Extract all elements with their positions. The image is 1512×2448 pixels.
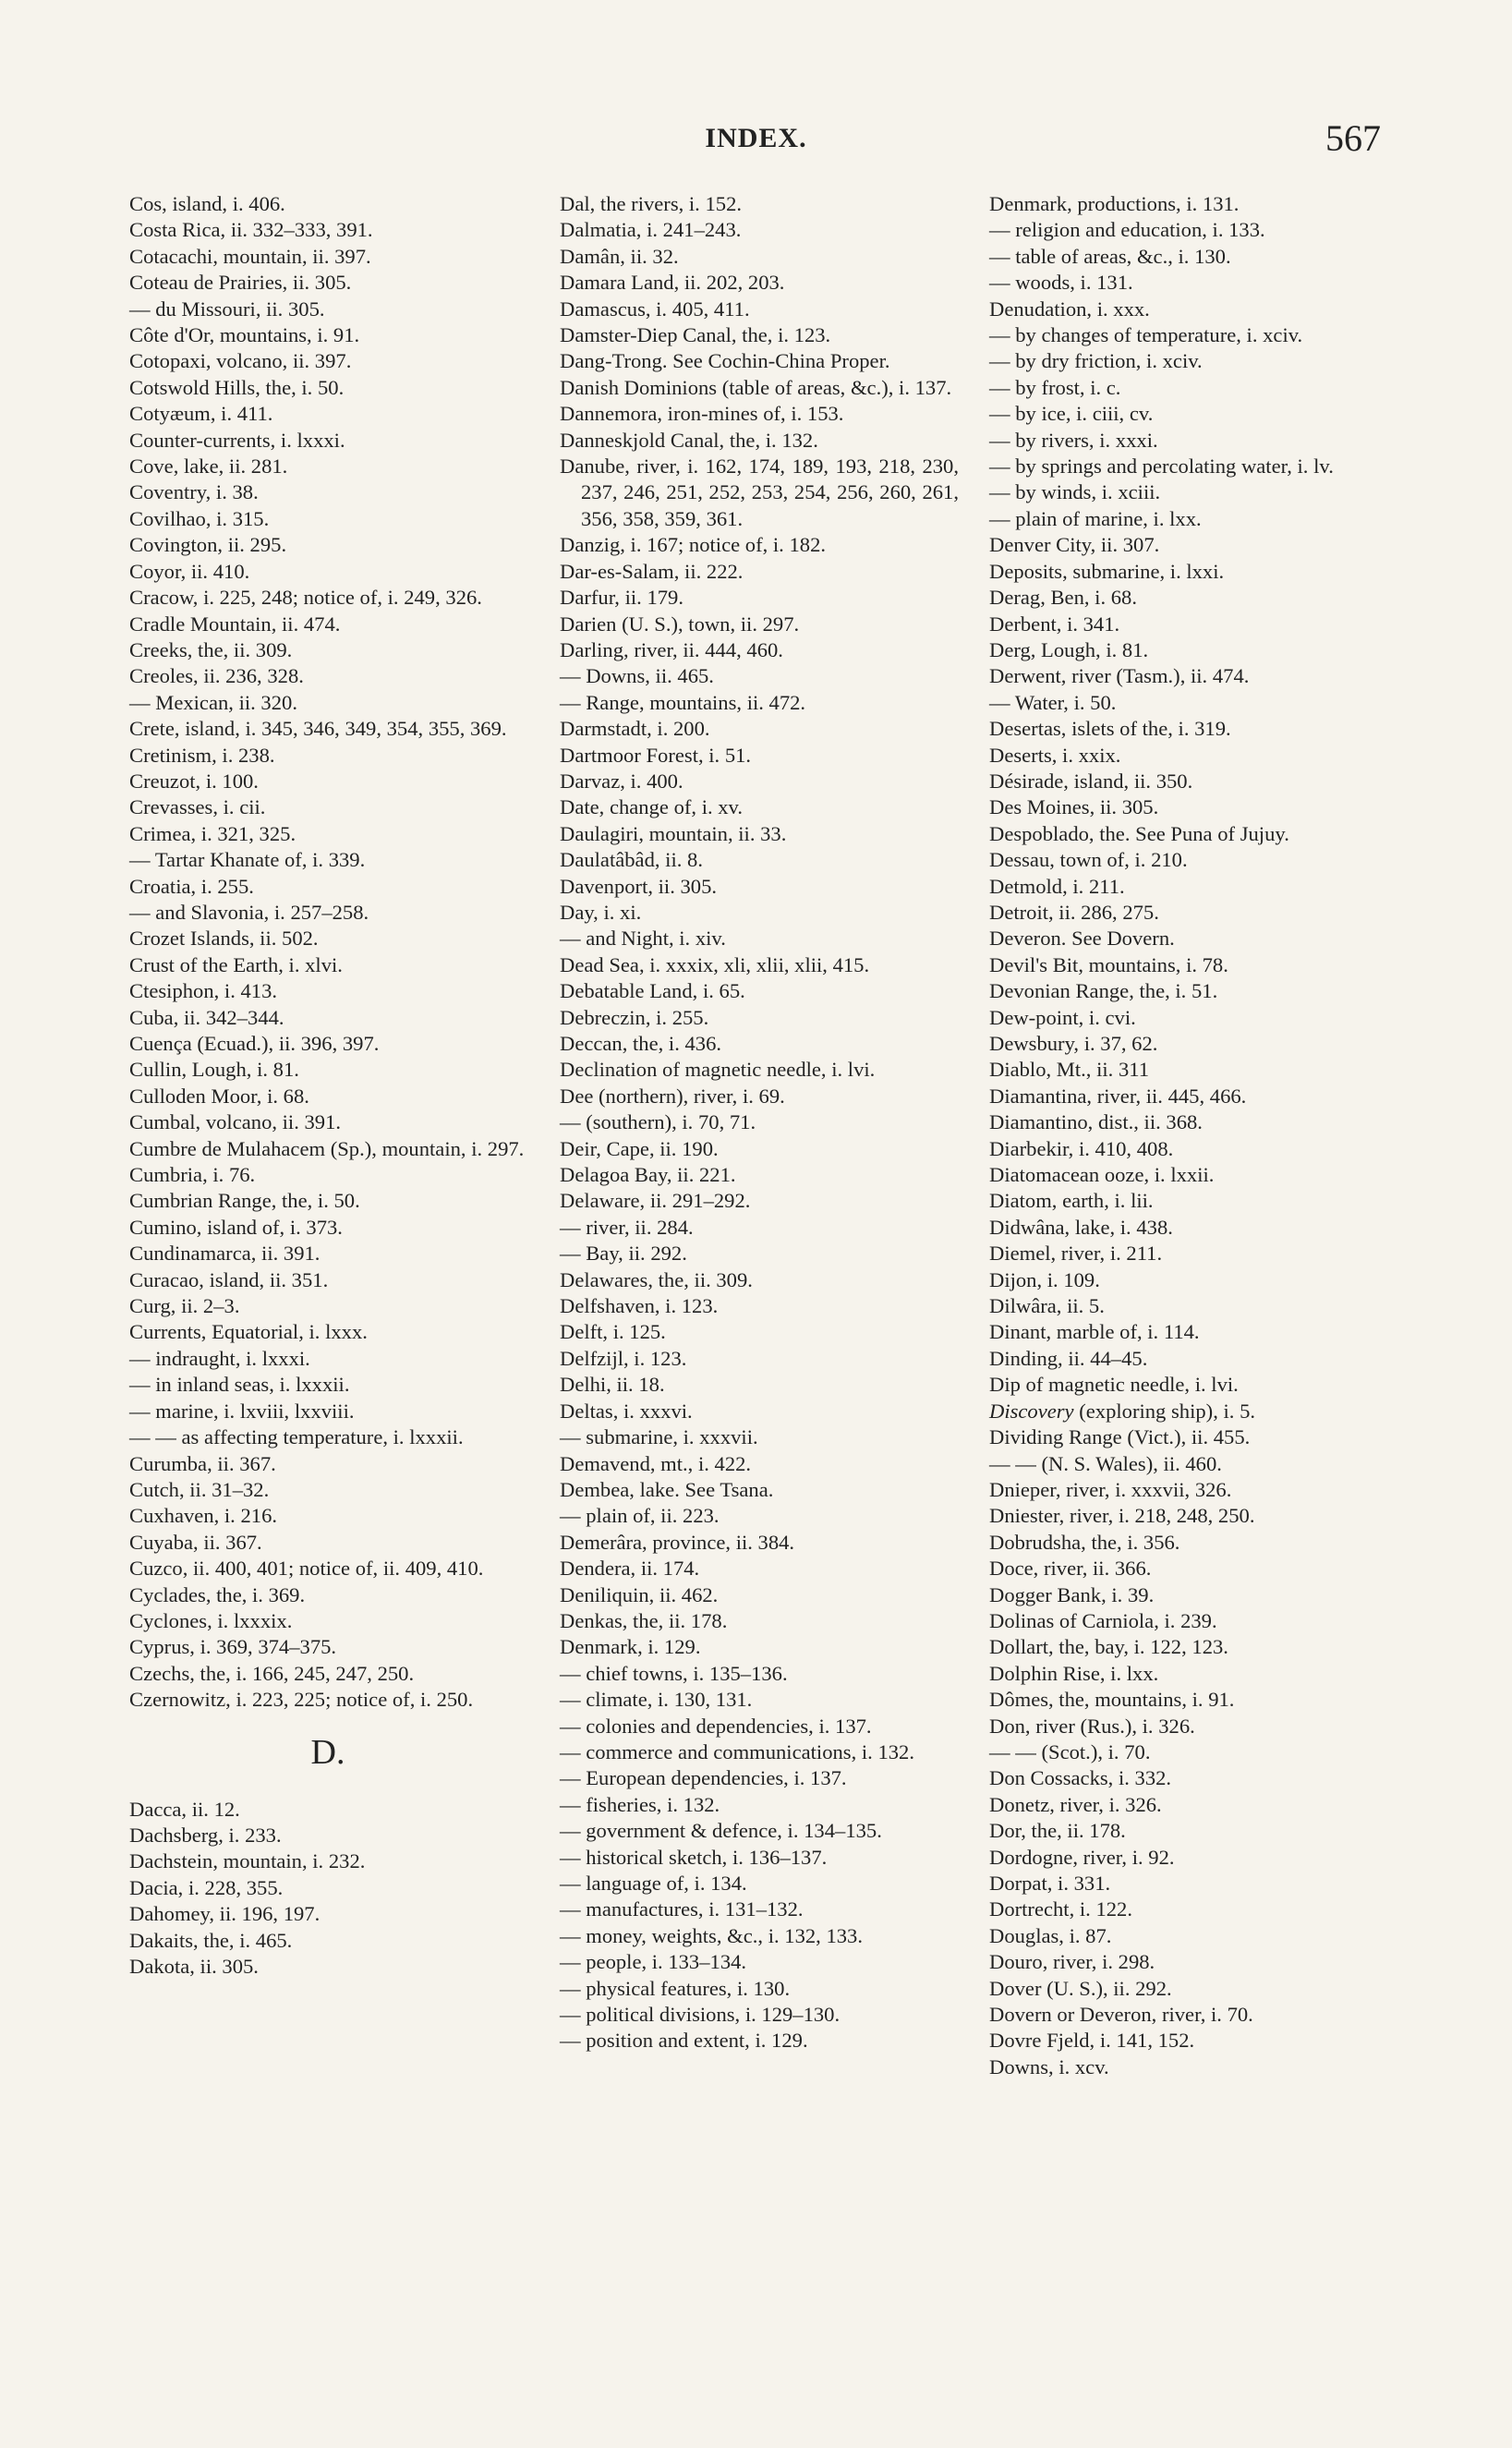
index-entry: Delawares, the, ii. 309. [560,1267,753,1291]
index-entry: — colonies and dependencies, i. 137. [560,1714,872,1738]
index-entry: Demerâra, province, ii. 384. [560,1530,795,1554]
index-entry: Diatomacean ooze, i. lxxii. [989,1163,1215,1187]
index-entry: Cotopaxi, volcano, ii. 397. [129,349,352,373]
index-entry: Dalmatia, i. 241–243. [560,218,742,242]
index-entry: Dijon, i. 109. [989,1267,1100,1291]
index-entry: Dovre Fjeld, i. 141, 152. [989,2029,1195,2053]
index-entry: — physical features, i. 130. [560,1976,791,2000]
index-entry: Demavend, mt., i. 422. [560,1451,752,1475]
index-entry: Devonian Range, the, i. 51. [989,979,1218,1003]
index-entry: — plain of marine, i. lxx. [989,506,1202,530]
index-entry: Delaware, ii. 291–292. [560,1189,751,1213]
index-entry: — religion and education, i. 133. [989,218,1265,242]
index-entry: Dovern or Deveron, river, i. 70. [989,2003,1253,2027]
index-entry: Ctesiphon, i. 413. [129,979,278,1003]
index-entry: Cradle Mountain, ii. 474. [129,612,341,636]
index-entry: Dorpat, i. 331. [989,1872,1111,1895]
index-entry: Cutch, ii. 31–32. [129,1477,270,1501]
index-entry: — — as affecting temperature, i. lxxxii. [129,1425,464,1449]
index-entry: Dachstein, mountain, i. 232. [129,1849,366,1873]
index-entry: Darling, river, ii. 444, 460. [560,637,783,661]
index-entry: Detmold, i. 211. [989,874,1125,898]
index-column-3 [989,191,1388,2080]
index-entry: — Tartar Khanate of, i. 339. [129,848,366,872]
index-entry: Diablo, Mt., ii. 311 [989,1058,1150,1082]
index-entry: Day, i. xi. [560,900,642,924]
index-entry: — woods, i. 131. [989,271,1133,295]
index-entry: — plain of, ii. 223. [560,1504,720,1528]
index-entry: Diemel, river, i. 211. [989,1242,1163,1266]
page-number: 567 [1325,117,1381,159]
index-entry: — European dependencies, i. 137. [560,1766,847,1790]
index-entry: Downs, i. xcv. [989,2054,1109,2078]
index-entry: Crust of the Earth, i. xlvi. [129,952,343,976]
index-entry: — and Slavonia, i. 257–258. [129,900,369,924]
index-entry: Covilhao, i. 315. [129,506,270,530]
index-entry: Detroit, ii. 286, 275. [989,900,1159,924]
column-2-entries [560,191,959,2054]
index-entry: Coteau de Prairies, ii. 305. [129,271,352,295]
index-entry: Curg, ii. 2–3. [129,1294,240,1318]
index-entry: Delft, i. 125. [560,1320,666,1344]
index-entry: Coventry, i. 38. [129,480,259,504]
column-1-entries-after [129,1797,526,1981]
index-entry: Dinding, ii. 44–45. [989,1346,1148,1370]
index-entry: Crozet Islands, ii. 502. [129,927,319,951]
index-entry: — chief towns, i. 135–136. [560,1661,788,1685]
index-entry: Covington, ii. 295. [129,533,287,557]
column-3-entries [989,191,1388,2080]
index-entry: Deccan, the, i. 436. [560,1032,722,1055]
index-entry: Don Cossacks, i. 332. [989,1766,1172,1790]
index-entry: Dang-Trong. See Cochin-China Proper. [560,349,890,373]
index-entry: Deir, Cape, ii. 190. [560,1136,719,1160]
index-entry: — indraught, i. lxxxi. [129,1346,310,1370]
index-entry: Culloden Moor, i. 68. [129,1084,309,1108]
index-entry: — manufactures, i. 131–132. [560,1897,804,1921]
index-entry: — by winds, i. xciii. [989,480,1161,504]
index-entry: Cotswold Hills, the, i. 50. [129,375,345,399]
index-entry: Croatia, i. 255. [129,874,254,898]
index-entry: Cullin, Lough, i. 81. [129,1058,299,1082]
index-entry: Dor, the, ii. 178. [989,1819,1126,1843]
index-entry: Curacao, island, ii. 351. [129,1267,329,1291]
index-entry: Dordogne, river, i. 92. [989,1845,1175,1869]
index-entry: — commerce and communications, i. 132. [560,1739,914,1763]
page-title: INDEX. [705,123,807,153]
index-entry: — people, i. 133–134. [560,1950,747,1974]
index-entry: Date, change of, i. xv. [560,795,744,819]
index-entry: Damascus, i. 405, 411. [560,297,750,321]
index-entry: Dogger Bank, i. 39. [989,1582,1155,1606]
index-entry: Daulagiri, mountain, ii. 33. [560,821,787,845]
index-entry: Costa Rica, ii. 332–333, 391. [129,218,373,242]
index-entry: — by springs and percolating water, i. lv. [989,454,1334,479]
index-entry: — in inland seas, i. lxxxii. [129,1373,350,1397]
index-entry: — by frost, i. c. [989,375,1121,399]
index-entry: Cyprus, i. 369, 374–375. [129,1635,337,1659]
index-entry: Davenport, ii. 305. [560,874,718,898]
index-column-1 [129,191,526,1980]
index-entry: Dollart, the, bay, i. 122, 123. [989,1635,1228,1659]
index-entry: Cumbria, i. 76. [129,1163,256,1187]
index-entry: Dilwâra, ii. 5. [989,1294,1105,1318]
index-entry: Danneskjold Canal, the, i. 132. [560,428,818,452]
index-entry: Dachsberg, i. 233. [129,1823,282,1847]
index-entry: Dartmoor Forest, i. 51. [560,743,752,767]
index-entry: Doce, river, ii. 366. [989,1557,1152,1581]
index-entry: Deserts, i. xxix. [989,743,1121,767]
index-entry: Derg, Lough, i. 81. [989,637,1149,661]
index-entry: Denkas, the, ii. 178. [560,1608,728,1632]
index-entry: Derbent, i. 341. [989,612,1120,636]
index-entry: Deveron. See Dovern. [989,927,1175,951]
index-entry: Dômes, the, mountains, i. 91. [989,1688,1235,1712]
index-entry: Derwent, river (Tasm.), ii. 474. [989,664,1250,688]
index-entry: Côte d'Or, mountains, i. 91. [129,323,360,347]
index-entry: Diarbekir, i. 410, 408. [989,1136,1174,1160]
index-entry: Denmark, i. 129. [560,1635,701,1659]
index-entry: Darvaz, i. 400. [560,769,683,793]
index-entry: — by ice, i. ciii, cv. [989,402,1154,426]
index-entry: Debreczin, i. 255. [560,1005,709,1029]
index-entry: — Bay, ii. 292. [560,1242,687,1266]
index-entry: Crevasses, i. cii. [129,795,266,819]
index-entry: Dividing Range (Vict.), ii. 455. [989,1425,1251,1449]
index-entry: Darmstadt, i. 200. [560,717,710,741]
index-entry: Dendera, ii. 174. [560,1557,700,1581]
index-entry: Daulatâbâd, ii. 8. [560,848,703,872]
index-entry: Denver City, ii. 307. [989,533,1160,557]
index-entry: — historical sketch, i. 136–137. [560,1845,828,1869]
index-entry: Dolinas of Carniola, i. 239. [989,1608,1217,1632]
index-entry: Darfur, ii. 179. [560,586,683,610]
index-entry: Czechs, the, i. 166, 245, 247, 250. [129,1661,415,1685]
index-entry: Creuzot, i. 100. [129,769,259,793]
index-entry: Cuzco, ii. 400, 401; notice of, ii. 409, 410. [129,1557,484,1581]
index-entry: — position and extent, i. 129. [560,2029,808,2053]
index-entry: Cracow, i. 225, 248; notice of, i. 249, 326. [129,586,482,610]
index-entry: Crete, island, i. 345, 346, 349, 354, 355, 369. [129,717,507,741]
index-entry: — Water, i. 50. [989,690,1117,714]
index-entry: Des Moines, ii. 305. [989,795,1159,819]
index-entry: Diamantina, river, ii. 445, 466. [989,1084,1247,1108]
index-entry: — river, ii. 284. [560,1215,694,1239]
index-entry: Dniester, river, i. 218, 248, 250. [989,1504,1255,1528]
index-entry: Dobrudsha, the, i. 356. [989,1530,1180,1554]
index-entry: Dannemora, iron-mines of, i. 153. [560,402,844,426]
index-entry: Dead Sea, i. xxxix, xli, xlii, xlii, 415. [560,952,870,976]
index-entry: — by changes of temperature, i. xciv. [989,323,1303,347]
index-entry: Damân, ii. 32. [560,244,679,268]
index-entry: — money, weights, &c., i. 132, 133. [560,1923,863,1947]
index-entry: Deniliquin, ii. 462. [560,1582,719,1606]
index-entry: — — (N. S. Wales), ii. 460. [989,1451,1222,1475]
index-entry: Cuxhaven, i. 216. [129,1504,278,1528]
index-entry: Diamantino, dist., ii. 368. [989,1110,1203,1134]
index-entry: Dortrecht, i. 122. [989,1897,1132,1921]
index-entry: Dnieper, river, i. xxxvii, 326. [989,1477,1232,1501]
index-entry: — submarine, i. xxxvii. [560,1425,758,1449]
index-entry: Dembea, lake. See Tsana. [560,1477,774,1501]
index-entry: Deposits, submarine, i. lxxi. [989,559,1225,583]
index-entry: Coyor, ii. 410. [129,559,250,583]
index-entry: Cyclones, i. lxxxix. [129,1608,293,1632]
index-entry: Dolphin Rise, i. lxx. [989,1661,1159,1685]
index-entry: Delfzijl, i. 123. [560,1346,687,1370]
index-entry: — table of areas, &c., i. 130. [989,244,1231,268]
section-letter-d: D. [310,1732,345,1772]
index-entry: Curumba, ii. 367. [129,1451,276,1475]
index-entry: Danube, river, i. 162, 174, 189, 193, 218, 230, 237, 246, 251, 252, 253, 254, 256, 260, 261, 356, 358, 359, 361. [560,454,959,530]
index-entry: Dacia, i. 228, 355. [129,1875,284,1899]
index-entry: Dee (northern), river, i. 69. [560,1084,785,1108]
index-entry: Dew-point, i. cvi. [989,1005,1136,1029]
index-entry: Damster-Diep Canal, the, i. 123. [560,323,831,347]
index-entry: — — (Scot.), i. 70. [989,1739,1151,1763]
index-entry: — by rivers, i. xxxi. [989,428,1158,452]
index-entry: — language of, i. 134. [560,1872,747,1895]
index-entry: Crimea, i. 321, 325. [129,821,296,845]
index-entry: Cotyæum, i. 411. [129,402,273,426]
index-entry: Delagoa Bay, ii. 221. [560,1163,736,1187]
index-entry: Creoles, ii. 236, 328. [129,664,304,688]
index-entry: — and Night, i. xiv. [560,927,726,951]
index-entry: Dakota, ii. 305. [129,1955,259,1978]
index-entry: Currents, Equatorial, i. lxxx. [129,1320,368,1344]
index-entry: Cuba, ii. 342–344. [129,1005,284,1029]
index-entry: Dinant, marble of, i. 114. [989,1320,1200,1344]
index-entry: Donetz, river, i. 326. [989,1792,1162,1816]
index-entry: Cumino, island of, i. 373. [129,1215,343,1239]
index-entry: Cundinamarca, ii. 391. [129,1242,321,1266]
index-entry: Cotacachi, mountain, ii. 397. [129,244,371,268]
index-entry: Declination of magnetic needle, i. lvi. [560,1058,876,1082]
index-entry: Danzig, i. 167; notice of, i. 182. [560,533,827,557]
index-entry: Dip of magnetic needle, i. lvi. [989,1373,1239,1397]
index-entry: Denmark, productions, i. 131. [989,192,1240,215]
index-entry: Discovery (exploring ship), i. 5. [989,1399,1256,1423]
index-entry: Cuyaba, ii. 367. [129,1530,262,1554]
index-entry: — fisheries, i. 132. [560,1792,720,1816]
index-entry: — Downs, ii. 465. [560,664,714,688]
index-entry: Desertas, islets of the, i. 319. [989,717,1231,741]
index-entry: Dahomey, ii. 196, 197. [129,1902,321,1926]
index-entry: Cretinism, i. 238. [129,743,275,767]
index-entry: — government & defence, i. 134–135. [560,1819,882,1843]
index-entry: Danish Dominions (table of areas, &c.), i. 137. [560,375,952,399]
index-entry: — political divisions, i. 129–130. [560,2003,841,2027]
index-entry: Dacca, ii. 12. [129,1797,240,1821]
index-entry: Delhi, ii. 18. [560,1373,665,1397]
index-entry: — marine, i. lxviii, lxxviii. [129,1399,355,1423]
index-entry: Damara Land, ii. 202, 203. [560,271,785,295]
index-entry: Czernowitz, i. 223, 225; notice of, i. 250. [129,1688,474,1712]
index-entry: Dar-es-Salam, ii. 222. [560,559,744,583]
column-1-entries [129,191,526,1714]
index-column-2 [560,191,959,2054]
index-entry: Darien (U. S.), town, ii. 297. [560,612,800,636]
index-entry: Deltas, i. xxxvi. [560,1399,693,1423]
index-entry: — by dry friction, i. xciv. [989,349,1203,373]
index-entry: Dakaits, the, i. 465. [129,1928,293,1952]
index-entry: Didwâna, lake, i. 438. [989,1215,1173,1239]
index-entry: Cumbrian Range, the, i. 50. [129,1189,360,1213]
index-entry: Douglas, i. 87. [989,1923,1112,1947]
index-entry: Diatom, earth, i. lii. [989,1189,1154,1213]
index-entry: Dover (U. S.), ii. 292. [989,1976,1172,2000]
index-entry: Creeks, the, ii. 309. [129,637,293,661]
index-entry: Devil's Bit, mountains, i. 78. [989,952,1228,976]
index-entry: — du Missouri, ii. 305. [129,297,325,321]
index-entry: Cumbre de Mulahacem (Sp.), mountain, i. 297. [129,1136,525,1160]
index-entry: Cyclades, the, i. 369. [129,1582,306,1606]
index-entry: Delfshaven, i. 123. [560,1294,719,1318]
index-entry: Debatable Land, i. 65. [560,979,745,1003]
index-entry: — Mexican, ii. 320. [129,690,297,714]
index-entry: Dessau, town of, i. 210. [989,848,1188,872]
index-entry: Don, river (Rus.), i. 326. [989,1714,1195,1738]
index-entry: Denudation, i. xxx. [989,297,1150,321]
index-entry: Douro, river, i. 298. [989,1950,1155,1974]
index-entry: Cuença (Ecuad.), ii. 396, 397. [129,1032,380,1055]
index-entry: Dewsbury, i. 37, 62. [989,1032,1158,1055]
index-entry: Counter-currents, i. lxxxi. [129,428,345,452]
index-entry: Cumbal, volcano, ii. 391. [129,1110,342,1134]
index-entry: — (southern), i. 70, 71. [560,1110,756,1134]
index-entry: — Range, mountains, ii. 472. [560,690,806,714]
index-entry: Derag, Ben, i. 68. [989,586,1137,610]
index-entry: Cove, lake, ii. 281. [129,454,288,479]
index-entry: Dal, the rivers, i. 152. [560,192,743,215]
index-entry: — climate, i. 130, 131. [560,1688,753,1712]
index-entry: Despoblado, the. See Puna of Jujuy. [989,821,1289,845]
index-entry: Cos, island, i. 406. [129,192,285,215]
index-entry: Désirade, island, ii. 350. [989,769,1193,793]
